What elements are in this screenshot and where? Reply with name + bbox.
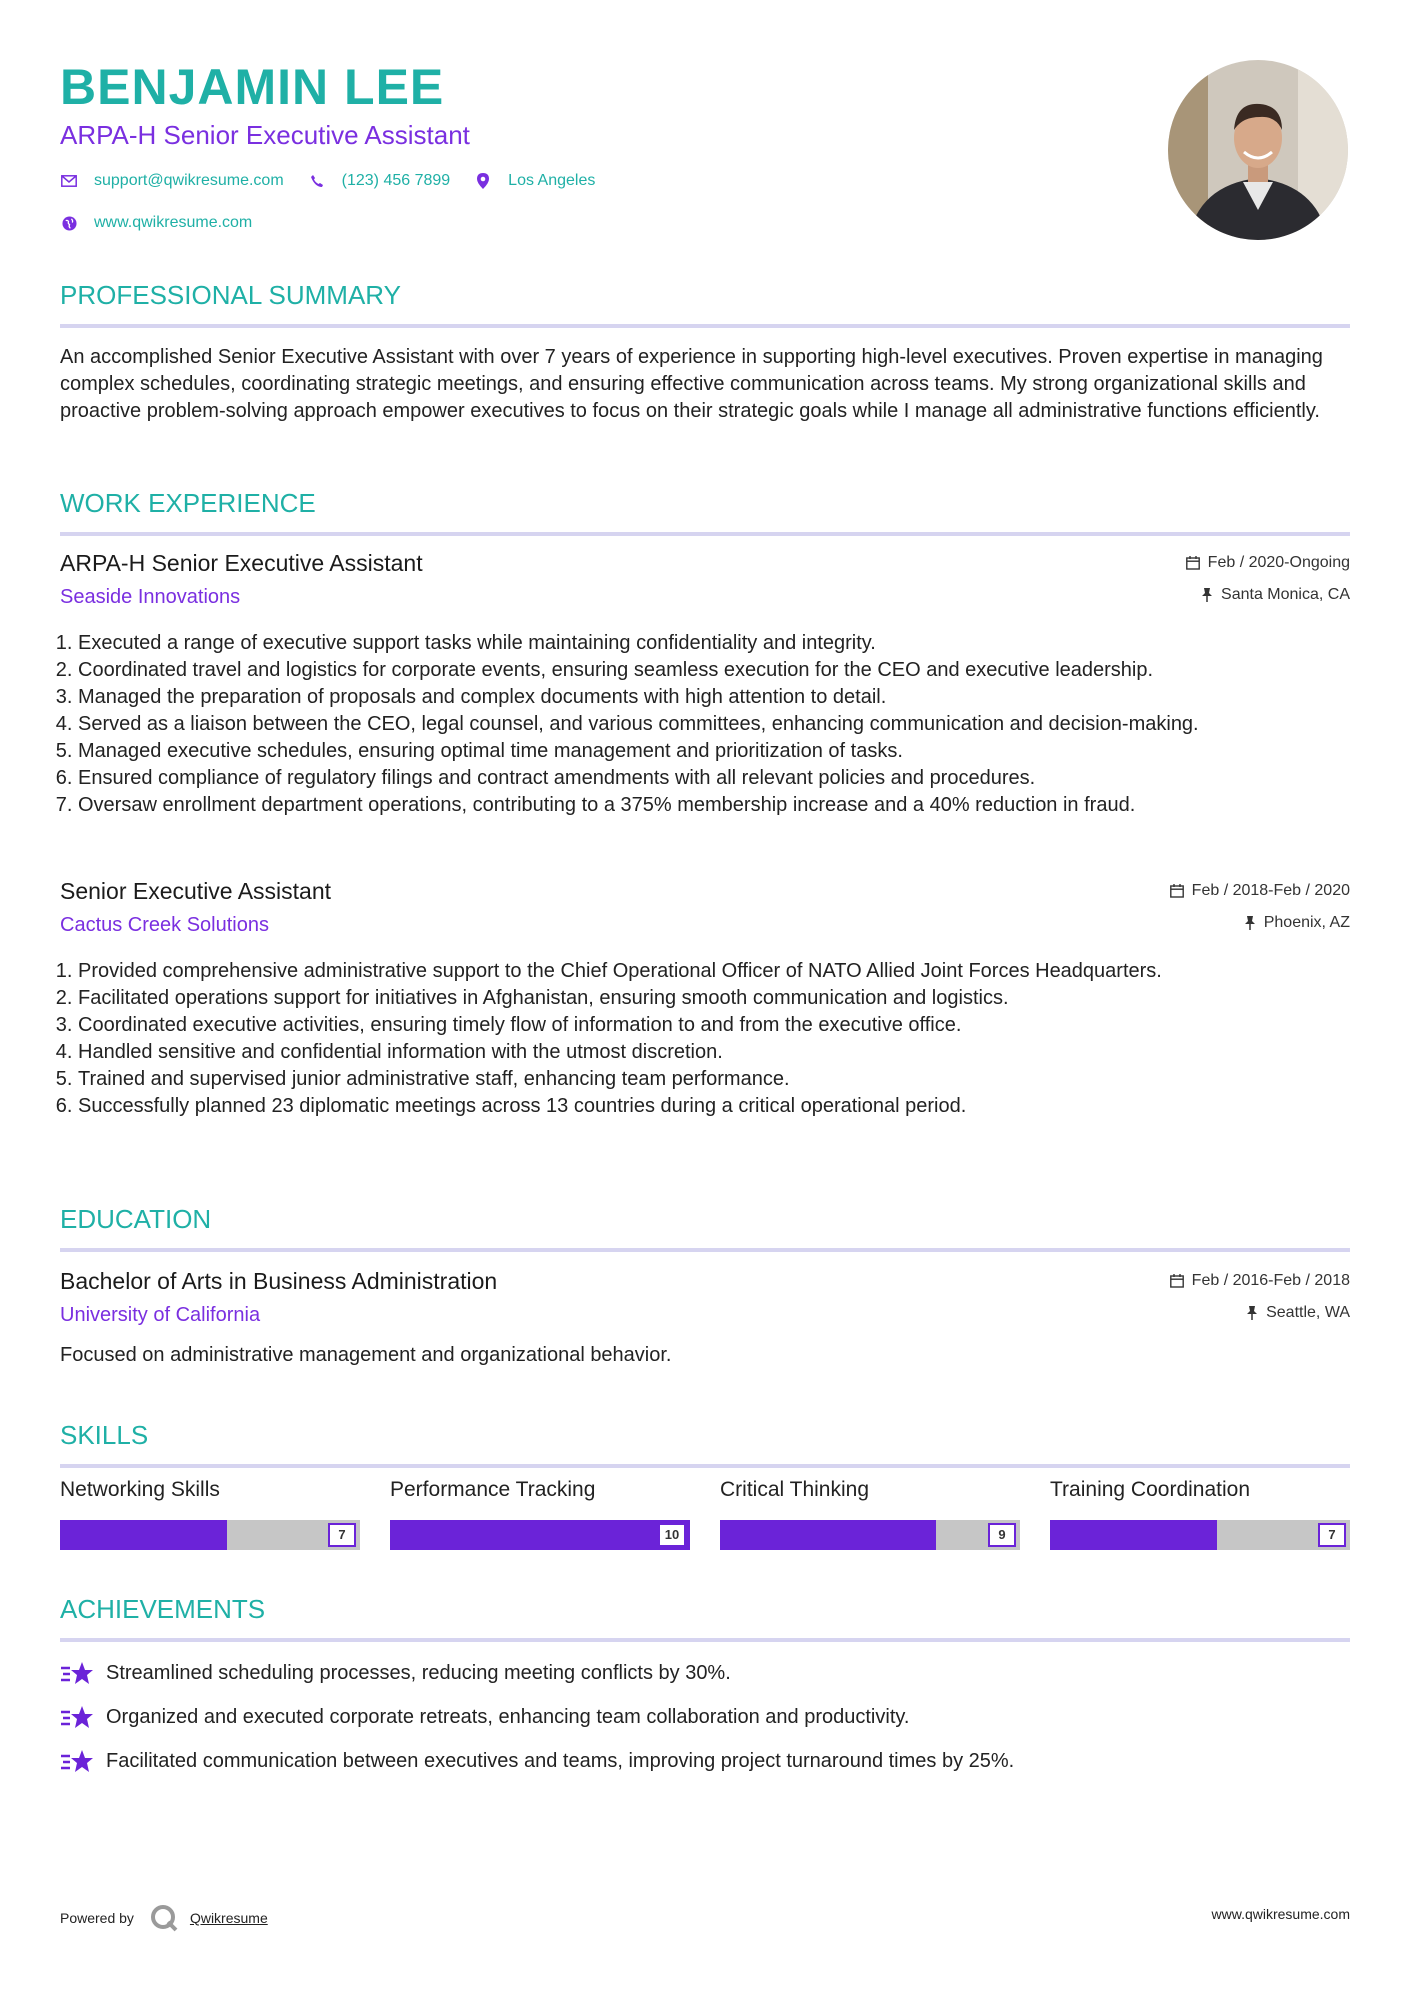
job-bullets — [60, 958, 1238, 1120]
list-item: 3. Coordinated executive activities, ensuring timely flow of information to and from the executive office. — [78, 1012, 1238, 1039]
brand-link[interactable]: Qwikresume — [189, 1910, 268, 1926]
footer — [60, 1898, 1350, 1932]
contact-row-2 — [60, 214, 276, 232]
skills-heading — [60, 1420, 1350, 1451]
envelope-icon — [60, 172, 78, 190]
skill-item — [1050, 1478, 1350, 1542]
achievements-heading-text: ACHIEVEMENTS — [60, 1594, 266, 1624]
skill-name: Critical Thinking — [720, 1478, 869, 1501]
job-role: ARPA-H Senior Executive Assistant — [60, 550, 423, 576]
skills-list — [60, 1478, 1350, 1558]
skill-bar — [720, 1520, 1020, 1550]
footer-website[interactable]: www.qwikresume.com — [1211, 1906, 1350, 1922]
achievement-item — [60, 1748, 1350, 1774]
job-company: Seaside Innovations — [60, 586, 241, 608]
list-item: 4. Handled sensitive and confidential information with the utmost discretion. — [78, 1039, 1238, 1066]
contact-email[interactable] — [60, 172, 284, 190]
education-location — [1246, 1304, 1350, 1322]
skill-bar — [390, 1520, 690, 1550]
skill-item — [60, 1478, 360, 1542]
job-location-text: Phoenix, AZ — [1263, 914, 1350, 931]
shooting-star-icon — [60, 1748, 94, 1774]
contact-row — [60, 172, 619, 190]
job-dates-text: Feb / 2020-Ongoing — [1207, 554, 1350, 571]
phone-text: (123) 456 7899 — [341, 172, 451, 189]
list-item: 1. Executed a range of executive support tasks while maintaining confidentiality and integrity. — [78, 630, 1350, 657]
skill-bar — [60, 1520, 360, 1550]
shooting-star-icon — [60, 1660, 94, 1686]
list-item: 5. Trained and supervised junior administrative staff, enhancing team performance. — [78, 1066, 1238, 1093]
globe-icon — [60, 214, 78, 232]
job-company: Cactus Creek Solutions — [60, 914, 269, 936]
contact-phone[interactable] — [308, 172, 451, 190]
powered-by — [60, 1904, 268, 1932]
phone-icon — [308, 172, 326, 190]
calendar-icon — [1170, 884, 1184, 898]
education-location-text: Seattle, WA — [1266, 1304, 1350, 1321]
achievement-text: Organized and executed corporate retreats, enhancing team collaboration and productivity. — [106, 1705, 910, 1728]
degree: Bachelor of Arts in Business Administration — [60, 1268, 498, 1294]
list-item: 2. Facilitated operations support for initiatives in Afghanistan, ensuring smooth communication and logistics. — [78, 985, 1238, 1012]
skill-score: 10 — [658, 1523, 686, 1547]
website-text: www.qwikresume.com — [94, 214, 253, 231]
skill-item — [390, 1478, 690, 1542]
education-heading — [60, 1204, 1350, 1235]
candidate-title: ARPA-H Senior Executive Assistant — [60, 120, 470, 150]
skill-bar-fill — [1050, 1520, 1217, 1550]
list-item: 7. Oversaw enrollment department operations, contributing to a 375% membership increase and a 40% reduction in fraud. — [78, 792, 1350, 819]
skill-score: 7 — [328, 1523, 356, 1547]
experience-heading — [60, 488, 1350, 519]
shooting-star-icon — [60, 1704, 94, 1730]
job-role: Senior Executive Assistant — [60, 878, 332, 904]
skill-name: Performance Tracking — [390, 1478, 596, 1501]
profile-photo — [1168, 60, 1348, 240]
education-dates — [1170, 1272, 1350, 1290]
section-divider — [60, 1248, 1350, 1252]
powered-by-label: Powered by — [60, 1910, 134, 1926]
pushpin-icon — [1244, 916, 1256, 930]
section-divider — [60, 1638, 1350, 1642]
experience-heading-text: WORK EXPERIENCE — [60, 488, 316, 518]
achievement-item — [60, 1660, 1350, 1686]
school: University of California — [60, 1304, 261, 1326]
skill-score: 9 — [988, 1523, 1016, 1547]
list-item: 2. Coordinated travel and logistics for corporate events, ensuring seamless execution for the CEO and executive leadership. — [78, 657, 1350, 684]
summary-text: An accomplished Senior Executive Assistant with over 7 years of experience in supporting high-level executives. Proven expertise in managing complex schedules, coordinating strategic meetings, and ensuring effective communication across teams. My strong organizational skills and proactive problem-solving approach empower executives to focus on their strategic goals while I manage all administrative functions efficiently. — [60, 346, 1323, 422]
skill-score: 7 — [1318, 1523, 1346, 1547]
contact-location — [474, 172, 595, 190]
email-text: support@qwikresume.com — [94, 172, 284, 189]
section-divider — [60, 1464, 1350, 1468]
section-divider — [60, 532, 1350, 536]
summary-heading-text: PROFESSIONAL SUMMARY — [60, 280, 401, 310]
pushpin-icon — [1246, 1306, 1258, 1320]
job-location-text: Santa Monica, CA — [1221, 586, 1350, 603]
list-item: 3. Managed the preparation of proposals and complex documents with high attention to detail. — [78, 684, 1350, 711]
job-dates — [1170, 882, 1350, 900]
map-pin-icon — [474, 172, 492, 190]
list-item: 6. Successfully planned 23 diplomatic meetings across 13 countries during a critical operational period. — [78, 1093, 1238, 1120]
list-item: 5. Managed executive schedules, ensuring optimal time management and prioritization of tasks. — [78, 738, 1350, 765]
skill-bar-fill — [720, 1520, 936, 1550]
achievement-text: Facilitated communication between executives and teams, improving project turnaround times by 25%. — [106, 1749, 1015, 1772]
candidate-name: BENJAMIN LEE — [60, 59, 445, 115]
skill-item — [720, 1478, 1020, 1542]
list-item: 1. Provided comprehensive administrative support to the Chief Operational Officer of NATO Allied Joint Forces Headquarters. — [78, 958, 1238, 985]
skill-bar — [1050, 1520, 1350, 1550]
job-dates-text: Feb / 2018-Feb / 2020 — [1191, 882, 1350, 899]
section-divider — [60, 324, 1350, 328]
qwikresume-logo-icon — [150, 1904, 178, 1932]
list-item: 6. Ensured compliance of regulatory filings and contract amendments with all relevant policies and procedures. — [78, 765, 1350, 792]
skill-name: Networking Skills — [60, 1478, 220, 1501]
job-location — [1244, 914, 1350, 932]
location-text: Los Angeles — [508, 172, 596, 189]
job-bullets — [60, 630, 1350, 819]
education-dates-text: Feb / 2016-Feb / 2018 — [1191, 1272, 1350, 1289]
summary-heading — [60, 280, 1350, 311]
education-description: Focused on administrative management and organizational behavior. — [60, 1344, 672, 1366]
contact-website[interactable] — [60, 214, 252, 232]
list-item: 4. Served as a liaison between the CEO, legal counsel, and various committees, enhancing communication and decision-making. — [78, 711, 1350, 738]
calendar-icon — [1170, 1274, 1184, 1288]
skill-bar-fill — [60, 1520, 227, 1550]
pushpin-icon — [1201, 588, 1213, 602]
skills-heading-text: SKILLS — [60, 1420, 149, 1450]
skill-bar-fill — [390, 1520, 690, 1550]
achievements-heading — [60, 1594, 1350, 1625]
calendar-icon — [1186, 556, 1200, 570]
job-location — [1201, 586, 1350, 604]
achievement-text: Streamlined scheduling processes, reducing meeting conflicts by 30%. — [106, 1661, 731, 1684]
job-dates — [1186, 554, 1350, 572]
education-heading-text: EDUCATION — [60, 1204, 212, 1234]
skill-name: Training Coordination — [1050, 1478, 1251, 1501]
achievement-item — [60, 1704, 1350, 1730]
